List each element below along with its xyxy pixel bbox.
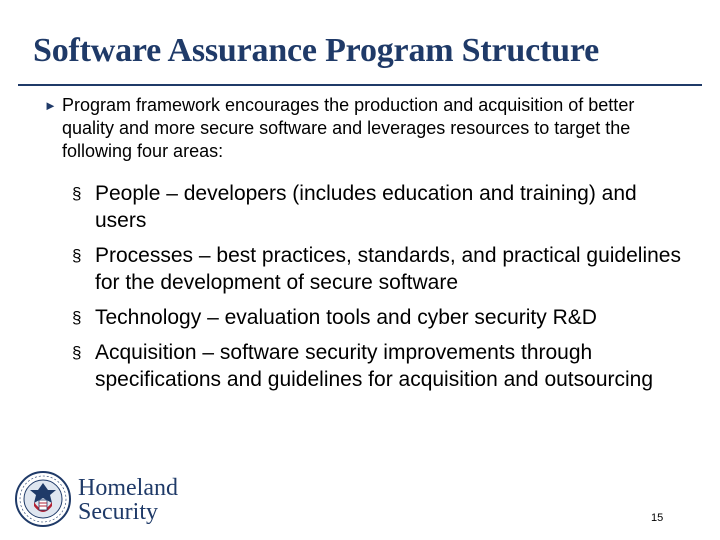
homeland-security-logo — [14, 470, 214, 530]
area-text: Processes – best practices, standards, and practical guidelines for the development of secure software — [95, 244, 681, 294]
title-divider — [18, 84, 702, 86]
logo-line-security: Security — [78, 499, 158, 525]
logo-wordmark — [78, 476, 178, 524]
square-bullet-icon: § — [72, 184, 82, 203]
slide-title: Software Assurance Program Structure — [33, 32, 599, 69]
logo-line-homeland: Homeland — [78, 475, 178, 501]
area-text: Acquisition – software security improvements through specifications and guidelines for acquisition and outsourcing — [95, 341, 654, 391]
dhs-seal-icon — [14, 470, 72, 528]
list-item — [72, 180, 692, 234]
list-item — [72, 304, 692, 331]
area-text: Technology – evaluation tools and cyber security R&D — [95, 306, 597, 329]
list-item — [72, 242, 692, 296]
areas-list — [72, 180, 692, 401]
square-bullet-icon: § — [72, 308, 82, 327]
list-item — [72, 339, 692, 393]
square-bullet-icon: § — [72, 246, 82, 265]
page-number: 15 — [651, 512, 664, 524]
intro-text: Program framework encourages the production and acquisition of better quality and more secure software and leverages resources to target the following four areas: — [62, 95, 635, 161]
triangle-bullet-icon: ► — [44, 98, 57, 113]
square-bullet-icon: § — [72, 343, 82, 362]
intro-bullet — [44, 94, 684, 163]
area-text: People – developers (includes education and training) and users — [95, 182, 637, 232]
